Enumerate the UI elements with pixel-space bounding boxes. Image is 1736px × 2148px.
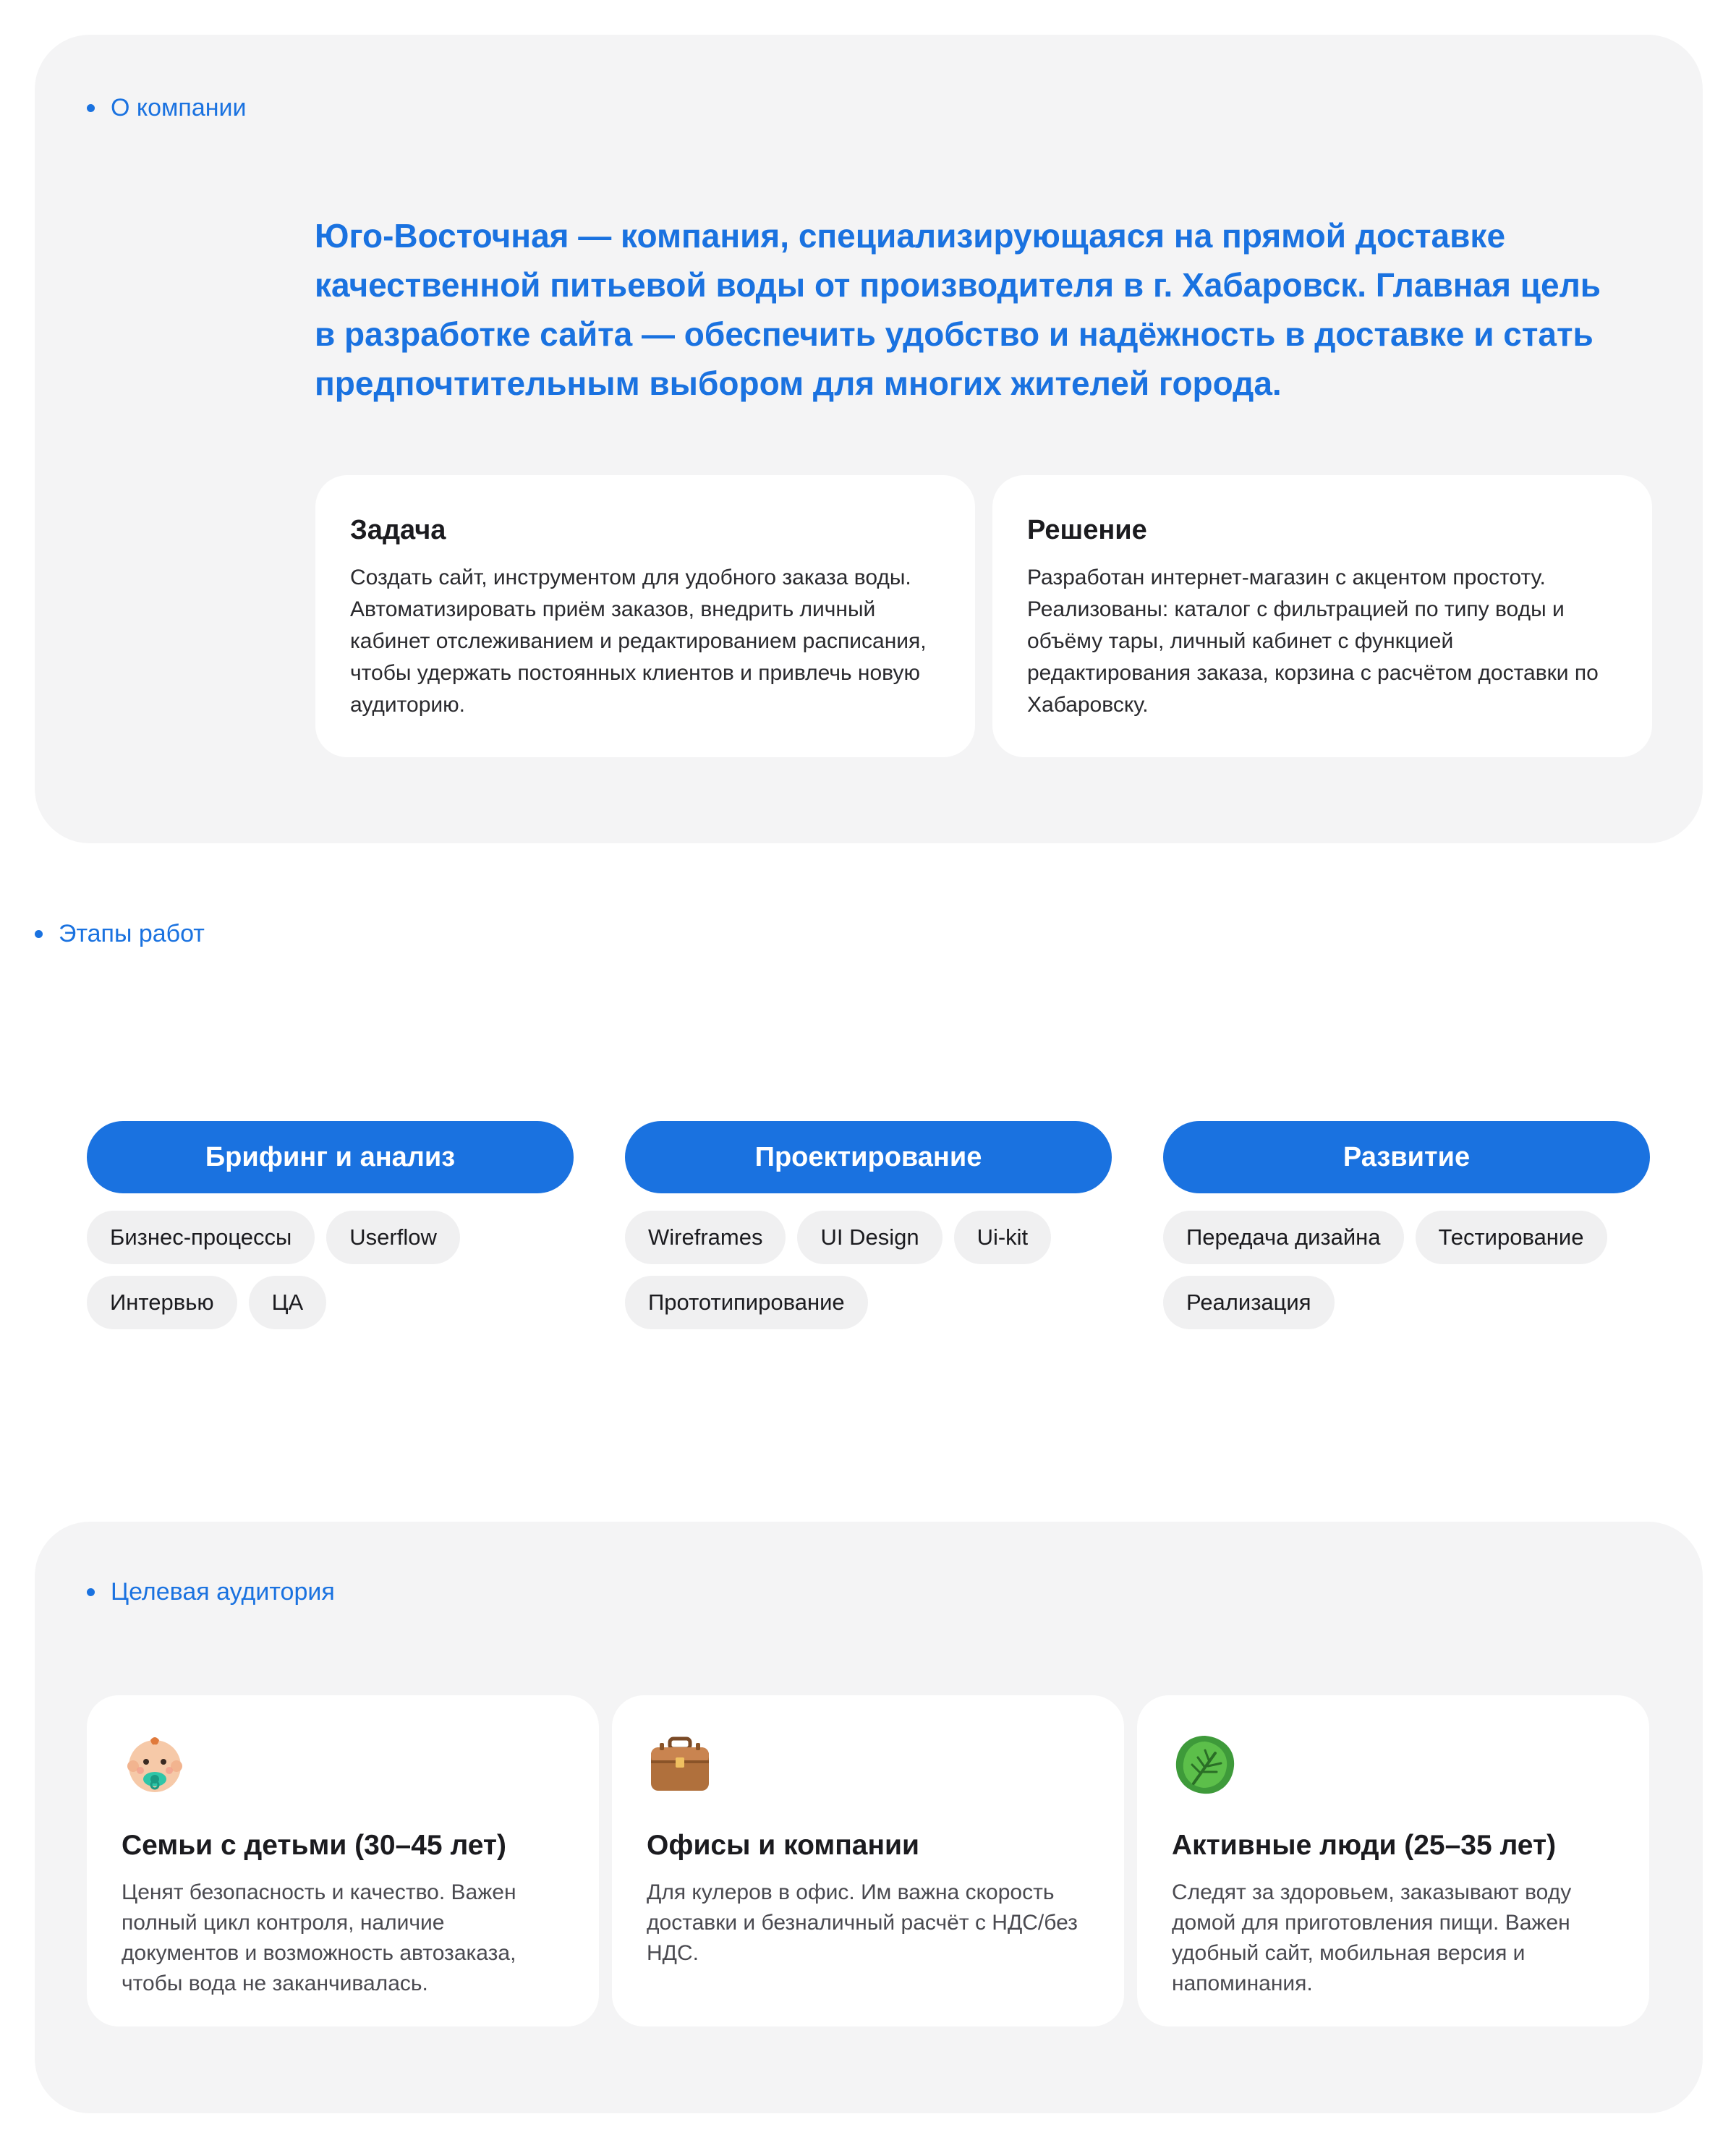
tag-testing: Тестирование — [1416, 1211, 1607, 1264]
stage-design-button[interactable]: Проектирование — [625, 1121, 1112, 1193]
stages-section-label — [35, 921, 205, 946]
tag-interview: Интервью — [87, 1276, 237, 1329]
audience-card-families — [87, 1695, 599, 2026]
audience-offices-title: Офисы и компании — [647, 1830, 919, 1861]
tag-implementation: Реализация — [1163, 1276, 1335, 1329]
bullet-dot-icon — [87, 1588, 95, 1596]
task-title: Задача — [350, 515, 446, 545]
about-section-label — [87, 95, 247, 120]
tag-userflow: Userflow — [326, 1211, 460, 1264]
task-card — [315, 475, 975, 757]
audience-card-offices — [612, 1695, 1124, 2026]
audience-active-title: Активные люди (25–35 лет) — [1172, 1830, 1557, 1861]
tag-ui-kit: Ui-kit — [954, 1211, 1052, 1264]
tag-target-audience: ЦА — [249, 1276, 327, 1329]
solution-text: Разработан интернет-магазин с акцентом простоту. Реализованы: каталог с фильтрацией по типу воды и объёму тары, личный кабинет с функцией редактирования заказа, корзина с расчётом доставки по Хабаровску. — [1027, 566, 1599, 717]
tag-wireframes: Wireframes — [625, 1211, 786, 1264]
about-label-text: О компании — [111, 94, 247, 122]
briefcase-icon — [647, 1731, 713, 1798]
stage-briefing-tags — [87, 1211, 574, 1329]
audience-card-active-people — [1137, 1695, 1649, 2026]
tag-business-processes: Бизнес-процессы — [87, 1211, 315, 1264]
task-text: Создать сайт, инструментом для удобного заказа воды. Автоматизировать приём заказов, внедрить личный кабинет отслеживанием и редактированием расписания, чтобы удержать постоянных клиентов и привлечь новую аудиторию. — [350, 566, 927, 717]
audience-families-title: Семьи с детьми (30–45 лет) — [122, 1830, 506, 1861]
stages-label-text: Этапы работ — [59, 920, 205, 947]
baby-pacifier-icon — [122, 1731, 188, 1798]
stage-development-button[interactable]: Развитие — [1163, 1121, 1650, 1193]
about-section — [35, 35, 1703, 843]
stage-development — [1163, 1121, 1650, 1329]
tag-prototyping: Прототипирование — [625, 1276, 868, 1329]
audience-active-text: Следят за здоровьем, заказывают воду домой для приготовления пищи. Важен удобный сайт, мобильная версия и напоминания. — [1172, 1880, 1572, 1995]
stage-design-tags — [625, 1211, 1112, 1329]
stage-briefing-button[interactable]: Брифинг и анализ — [87, 1121, 574, 1193]
tag-design-handoff: Передача дизайна — [1163, 1211, 1404, 1264]
bullet-dot-icon — [35, 930, 43, 938]
audience-families-text: Ценят безопасность и качество. Важен полный цикл контроля, наличие документов и возможность автозаказа, чтобы вода не заканчивалась. — [122, 1880, 516, 1995]
bullet-dot-icon — [87, 104, 95, 112]
stage-development-tags — [1163, 1211, 1650, 1329]
about-description: Юго-Восточная — компания, специализирующаяся на прямой доставке качественной питьевой воды от производителя в г. Хабаровск. Главная цель в разработке сайта — обеспечить удобство и надёжность в доставке и стать предпочтительным выбором для многих жителей города. — [315, 217, 1601, 402]
audience-offices-text: Для кулеров в офис. Им важна скорость доставки и безналичный расчёт с НДС/без НДС. — [647, 1880, 1078, 1965]
audience-section-label — [87, 1580, 335, 1604]
solution-title: Решение — [1027, 515, 1147, 545]
solution-card — [992, 475, 1652, 757]
stage-design — [625, 1121, 1112, 1329]
audience-label-text: Целевая аудитория — [111, 1578, 335, 1606]
stage-briefing — [87, 1121, 574, 1329]
tag-ui-design: UI Design — [797, 1211, 942, 1264]
leafy-green-icon — [1172, 1731, 1238, 1798]
